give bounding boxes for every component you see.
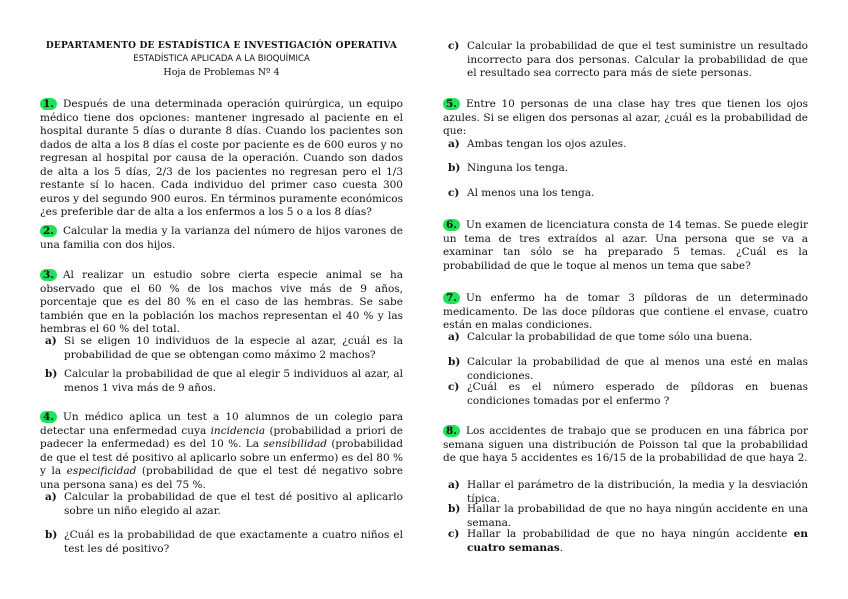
problem-number: 6. xyxy=(443,219,460,231)
part-label: b) xyxy=(45,368,58,380)
problem-8 xyxy=(443,425,808,466)
emphasis-text: en cuatro semanas xyxy=(467,528,808,554)
part-label: c) xyxy=(448,187,460,199)
problem-text: Calcular la media y la varianza del número de hijos varones de una familia con dos hijos. xyxy=(40,225,403,251)
problem-number: 3. xyxy=(40,269,57,281)
part-label: c) xyxy=(448,528,460,540)
part-text: Si se eligen 10 individuos de la especie al azar, ¿cuál es la probabilidad de que se obtengan como máximo 2 machos? xyxy=(64,335,403,361)
problem-5-part-c xyxy=(448,187,808,201)
part-text: Calcular la probabilidad de que al menos una esté en malas condiciones. xyxy=(467,356,808,382)
problem-8-part-c xyxy=(448,528,808,555)
term-incidencia: incidencia xyxy=(210,424,266,437)
problem-3-part-b xyxy=(45,368,403,395)
problem-7-part-c xyxy=(448,381,808,408)
problem-2 xyxy=(40,225,403,252)
problem-4-part-c xyxy=(448,40,808,81)
problem-4-part-a xyxy=(45,491,403,518)
part-text: Calcular la probabilidad de que al elegir 5 individuos al azar, al menos 1 viva más de 9 años. xyxy=(64,368,403,394)
part-text: . xyxy=(559,541,564,554)
part-text: Ambas tengan los ojos azules. xyxy=(467,138,627,150)
problem-4-part-b xyxy=(45,529,403,556)
part-text: Al menos una los tenga. xyxy=(467,187,595,199)
problem-7 xyxy=(443,292,808,333)
sheet-title: Hoja de Problemas Nº 4 xyxy=(163,67,280,78)
problem-number: 5. xyxy=(443,98,460,110)
problem-4 xyxy=(40,411,403,492)
part-label: b) xyxy=(448,356,461,368)
part-text: ¿Cuál es el número esperado de píldoras en buenas condiciones tomadas por el enfermo ? xyxy=(467,381,808,407)
part-label: c) xyxy=(448,381,460,393)
part-label: a) xyxy=(45,335,57,347)
part-label: c) xyxy=(448,40,460,52)
problem-text: Un examen de licenciatura consta de 14 temas. Se puede elegir un tema de tres extraídos al azar. Una persona que se va a examinar tan sólo se ha preparado 5 temas. ¿Cuál es la probabilidad de que le toque al menos un tema que sabe? xyxy=(443,219,808,272)
problem-text: Entre 10 personas de una clase hay tres que tienen los ojos azules. Si se eligen dos personas al azar, ¿cuál es la probabilidad de que: xyxy=(443,98,808,137)
part-text: Hallar el parámetro de la distribución, la media y la desviación típica. xyxy=(467,479,808,505)
part-label: b) xyxy=(448,503,461,515)
part-label: a) xyxy=(45,491,57,503)
part-text: Hallar la probabilidad de que no haya ningún accidente xyxy=(467,528,794,540)
part-text: Calcular la probabilidad de que el test dé positivo al aplicarlo sobre un niño elegido al azar. xyxy=(64,491,403,517)
problem-3 xyxy=(40,269,403,337)
problem-number: 1. xyxy=(40,98,57,110)
part-label: a) xyxy=(448,331,460,343)
problem-5 xyxy=(443,98,808,139)
problem-5-part-a xyxy=(448,138,808,152)
part-text: Ninguna los tenga. xyxy=(467,162,569,174)
term-sensibilidad: sensibilidad xyxy=(263,438,327,450)
problem-3-part-a xyxy=(45,335,403,362)
department-title: DEPARTAMENTO DE ESTADÍSTICA E INVESTIGACIÓN OPERATIVA xyxy=(45,41,398,51)
part-text: Calcular la probabilidad de que el test suministre un resultado incorrecto para dos personas. Calcular la probabilidad de que el resultado sea correcto para más de siete personas. xyxy=(467,40,808,79)
problem-8-part-a xyxy=(448,479,808,506)
part-label: b) xyxy=(448,162,461,174)
part-label: b) xyxy=(45,529,58,541)
part-label: a) xyxy=(448,479,460,491)
problem-text: Un enfermo ha de tomar 3 píldoras de un determinado medicamento. De las doce píldoras que contiene el envase, cuatro están en malas condiciones. xyxy=(443,292,808,331)
problem-8-part-b xyxy=(448,503,808,530)
part-text: Calcular la probabilidad de que tome sólo una buena. xyxy=(467,331,753,343)
problem-text: Al realizar un estudio sobre cierta especie animal se ha observado que el 60 % de los machos vive más de 9 años, porcentaje que es del 80 % en el caso de las hembras. Se sabe también que en la población los machos representan el 40 % y las hembras el 60 % del total. xyxy=(40,269,403,335)
problem-1 xyxy=(40,98,403,220)
problem-7-part-a xyxy=(448,331,808,345)
problem-text: Después de una determinada operación quirúrgica, un equipo médico tiene dos opciones: mantener ingresado al paciente en el hospital durante 5 días o durante 8 días. Cuando los pacientes son dados de alta a los 8 días el coste por paciente es de 600 euros y no regresan al hospital por causa de la operación. Cuando son dados de alta a los 5 días, 2/3 de los pacientes no regresan pero el 1/3 restante sí lo hacen. Cada individuo del primer caso cuesta 300 euros y del segundo 900 euros. En términos puramente económicos ¿es preferible dar de alta a los enfermos a los 5 o a los 8 días? xyxy=(40,98,403,218)
problem-5-part-b xyxy=(448,162,808,176)
problem-number: 7. xyxy=(443,292,460,304)
problem-text: Un médico aplica un test a 10 alumnos de un colegio para detectar una enfermedad cuya xyxy=(40,411,403,437)
course-title: ESTADÍSTICA APLICADA A LA BIOQUÍMICA xyxy=(133,54,310,64)
problem-number: 8. xyxy=(443,425,460,437)
problem-number: 4. xyxy=(40,411,57,423)
part-text: Hallar la probabilidad de que no haya ningún accidente en una semana. xyxy=(467,503,808,529)
problem-text: (probabilidad de que el test dé positivo al aplicarlo sobre un enfermo) es del 80 % y la xyxy=(40,438,403,477)
part-text: ¿Cuál es la probabilidad de que exactamente a cuatro niños el test les dé positivo? xyxy=(64,529,403,555)
problem-text: (probabilidad de que el test dé negativo sobre una persona sana) es del 75 %. xyxy=(40,465,403,491)
problem-text: (probabilidad a priori de padecer la enfermedad) es del 10 %. La xyxy=(40,424,404,450)
problem-number: 2. xyxy=(40,225,57,237)
problem-7-part-b xyxy=(448,356,808,383)
term-especificidad: especificidad xyxy=(66,465,137,477)
problem-text: Los accidentes de trabajo que se producen en una fábrica por semana siguen una distribución de Poisson tal que la probabilidad de que haya 5 accidentes es 16/15 de la probabilidad de que haya 2. xyxy=(443,425,808,464)
problem-6 xyxy=(443,219,808,273)
part-label: a) xyxy=(448,138,460,150)
